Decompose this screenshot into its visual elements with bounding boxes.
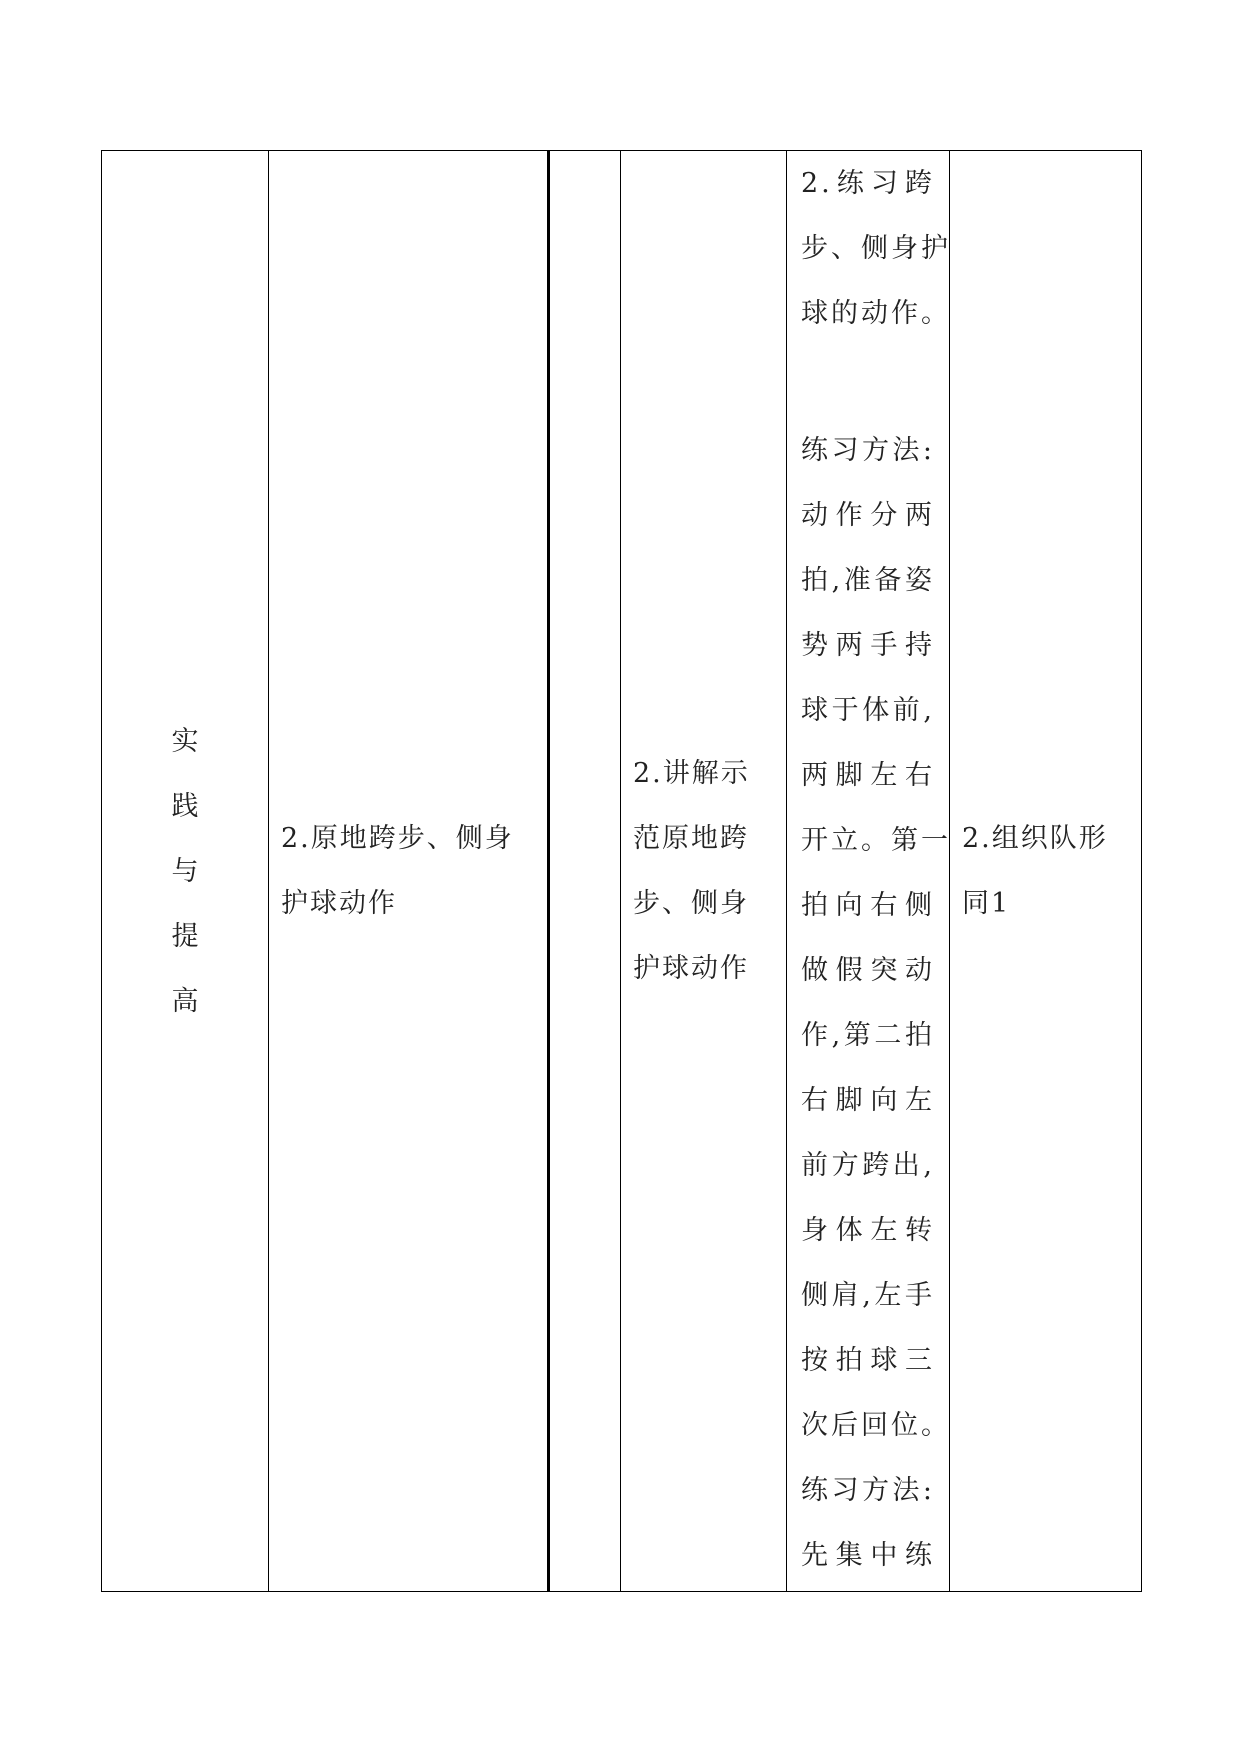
student-intro-line: 2.练习跨 xyxy=(801,168,935,199)
empty-cell xyxy=(549,151,621,1592)
student-intro-line: 球的动作。 xyxy=(801,298,951,329)
table-row xyxy=(102,151,1142,1592)
stage-label: 实践与提高 xyxy=(171,725,199,1017)
method-line: 拍,准备姿 xyxy=(801,565,935,596)
student-activity-cell xyxy=(787,151,950,1592)
lesson-plan-table xyxy=(101,150,1142,1592)
method-line: 次后回位。 xyxy=(801,1410,951,1441)
method-line: 侧肩,左手 xyxy=(801,1280,935,1311)
stage-cell xyxy=(102,151,269,1592)
method-line: 势两手持 xyxy=(801,630,935,661)
method-line: 开立。第一 xyxy=(801,825,951,856)
organization-cell xyxy=(950,151,1142,1592)
content-text: 2.原地跨步、侧身护球动作 xyxy=(281,823,514,919)
method-line: 练习方法: xyxy=(801,1475,935,1506)
method-line: 做假突动 xyxy=(801,955,935,986)
teacher-activity-text: 2.讲解示范原地跨步、侧身护球动作 xyxy=(633,758,750,984)
method-line: 练习方法: xyxy=(801,435,935,466)
method-line: 动作分两 xyxy=(801,500,935,531)
method-line: 作,第二拍 xyxy=(801,1020,935,1051)
method-line: 右脚向左 xyxy=(801,1085,935,1116)
method-line: 身体左转 xyxy=(801,1215,935,1246)
teacher-activity-cell xyxy=(621,151,787,1592)
paragraph-gap xyxy=(801,346,935,418)
organization-text: 2.组织队形同1 xyxy=(962,823,1108,919)
method-line: 拍向右侧 xyxy=(801,890,935,921)
method-line: 两脚左右 xyxy=(801,760,935,791)
method-line: 前方跨出, xyxy=(801,1150,935,1181)
content-cell xyxy=(269,151,549,1592)
method-line: 按拍球三 xyxy=(801,1345,935,1376)
method-line: 球于体前, xyxy=(801,695,935,726)
method-line: 先集中练 xyxy=(801,1540,935,1571)
student-intro-line: 步、侧身护 xyxy=(801,233,951,264)
